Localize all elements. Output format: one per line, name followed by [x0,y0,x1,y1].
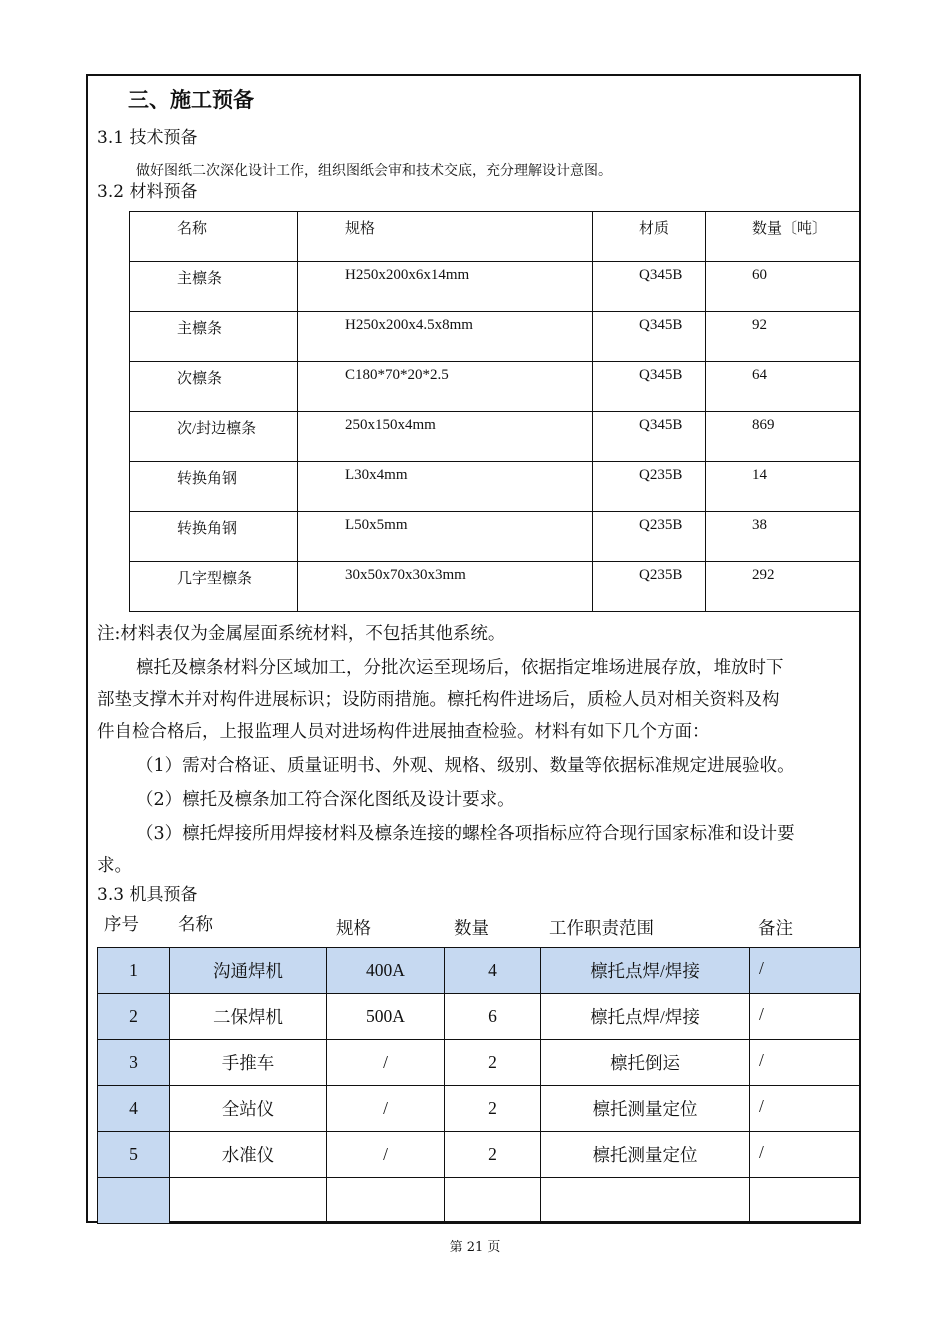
table-cell: 3 [98,1040,170,1086]
table-cell: 2 [445,1086,541,1132]
table-cell [170,1178,327,1224]
table-cell: 4 [445,948,541,994]
materials-header-row [130,212,861,262]
materials-paragraph-line: 檩托及檩条材料分区域加工，分批次运至现场后，依据指定堆场进展存放，堆放时下 [136,658,784,678]
table-cell: 6 [445,994,541,1040]
table-cell: 64 [752,367,767,383]
header-cell: 规格 [345,221,376,237]
equipment-header-cell: 序号 [104,915,139,935]
table-cell: 檩托点焊/焊接 [541,948,750,994]
table-cell [750,1178,861,1224]
table-row [98,948,861,994]
table-cell: Q235B [639,567,683,583]
table-cell: Q235B [639,467,683,483]
header-cell: 数量〔吨〕 [752,221,828,237]
table-cell: 二保焊机 [170,994,327,1040]
equipment-header-cell: 数量 [454,919,489,939]
table-cell: 60 [752,267,767,283]
table-cell: 5 [98,1132,170,1178]
table-cell: 次檩条 [177,371,223,387]
table-row [130,362,861,412]
table-cell: H250x200x6x14mm [345,267,470,283]
materials-table [129,211,861,612]
table-row [130,562,861,612]
equipment-header-cell: 备注 [758,919,793,939]
equipment-header-cell: 名称 [178,915,213,935]
table-cell: / [327,1040,445,1086]
materials-item-continued: 求。 [97,856,132,876]
table-row [130,312,861,362]
table-cell: Q345B [639,317,683,333]
table-cell: 92 [752,317,767,333]
materials-heading: 3.2 材料预备 [97,182,198,202]
table-cell: 全站仪 [170,1086,327,1132]
tech-heading: 3.1 技术预备 [97,128,198,148]
table-cell: / [750,994,861,1040]
table-cell: Q345B [639,267,683,283]
table-cell: 4 [98,1086,170,1132]
table-row [130,512,861,562]
materials-paragraph-line: 件自检合格后，上报监理人员对进场构件进展抽查检验。材料有如下几个方面： [97,722,710,742]
equipment-table [97,947,861,1224]
table-cell: 转换角钢 [177,521,238,537]
table-cell: Q345B [639,417,683,433]
table-row [98,994,861,1040]
table-row [98,1178,861,1224]
materials-item: （3）檩托焊接所用焊接材料及檩条连接的螺栓各项指标应符合现行国家标准和设计要 [136,824,795,844]
table-cell: 14 [752,467,767,483]
table-row [98,1086,861,1132]
table-cell: 次/封边檩条 [177,421,257,437]
header-cell: 名称 [177,221,208,237]
table-cell: Q345B [639,367,683,383]
table-cell: 水准仪 [170,1132,327,1178]
header-cell: 材质 [639,221,670,237]
table-row [130,412,861,462]
equipment-header-cell: 工作职责范围 [549,919,654,939]
table-cell: L30x4mm [345,467,408,483]
table-cell: 1 [98,948,170,994]
table-cell [98,1178,170,1224]
equipment-heading: 3.3 机具预备 [97,885,198,905]
table-cell [327,1178,445,1224]
table-cell: H250x200x4.5x8mm [345,317,473,333]
table-cell: 30x50x70x30x3mm [345,567,466,583]
table-cell: / [750,1040,861,1086]
table-cell: / [750,948,861,994]
section-title: 三、施工预备 [128,87,254,112]
page-number: 第 21 页 [449,1240,501,1255]
table-cell: 250x150x4mm [345,417,436,433]
equipment-header-cell: 规格 [336,919,371,939]
table-cell: 主檩条 [177,321,223,337]
materials-paragraph-line: 部垫支撑木并对构件进展标识；设防雨措施。檩托构件进场后，质检人员对相关资料及构 [97,690,780,710]
table-cell: 2 [445,1040,541,1086]
table-cell: 38 [752,517,767,533]
table-row [98,1040,861,1086]
materials-note: 注:材料表仅为金属屋面系统材料，不包括其他系统。 [97,624,506,644]
table-cell: 2 [98,994,170,1040]
table-cell: 几字型檩条 [177,571,253,587]
table-cell: 檩托测量定位 [541,1086,750,1132]
materials-item: （2）檩托及檩条加工符合深化图纸及设计要求。 [136,790,515,810]
table-cell: 转换角钢 [177,471,238,487]
table-cell: / [327,1132,445,1178]
table-cell: 檩托点焊/焊接 [541,994,750,1040]
table-cell: / [750,1086,861,1132]
table-cell: C180*70*20*2.5 [345,367,449,383]
table-cell: 2 [445,1132,541,1178]
table-cell [541,1178,750,1224]
table-row [130,462,861,512]
table-cell: 手推车 [170,1040,327,1086]
table-row [98,1132,861,1178]
table-cell: / [750,1132,861,1178]
table-cell: / [327,1086,445,1132]
table-cell: 檩托倒运 [541,1040,750,1086]
table-row [130,262,861,312]
table-cell [445,1178,541,1224]
tech-text: 做好图纸二次深化设计工作，组织图纸会审和技术交底，充分理解设计意图。 [136,163,612,179]
table-cell: 沟通焊机 [170,948,327,994]
table-cell: 292 [752,567,775,583]
table-cell: 主檩条 [177,271,223,287]
table-cell: 檩托测量定位 [541,1132,750,1178]
table-cell: 400A [327,948,445,994]
table-cell: 500A [327,994,445,1040]
table-cell: L50x5mm [345,517,408,533]
table-cell: 869 [752,417,775,433]
materials-item: （1）需对合格证、质量证明书、外观、规格、级别、数量等依据标准规定进展验收。 [136,756,795,776]
table-cell: Q235B [639,517,683,533]
